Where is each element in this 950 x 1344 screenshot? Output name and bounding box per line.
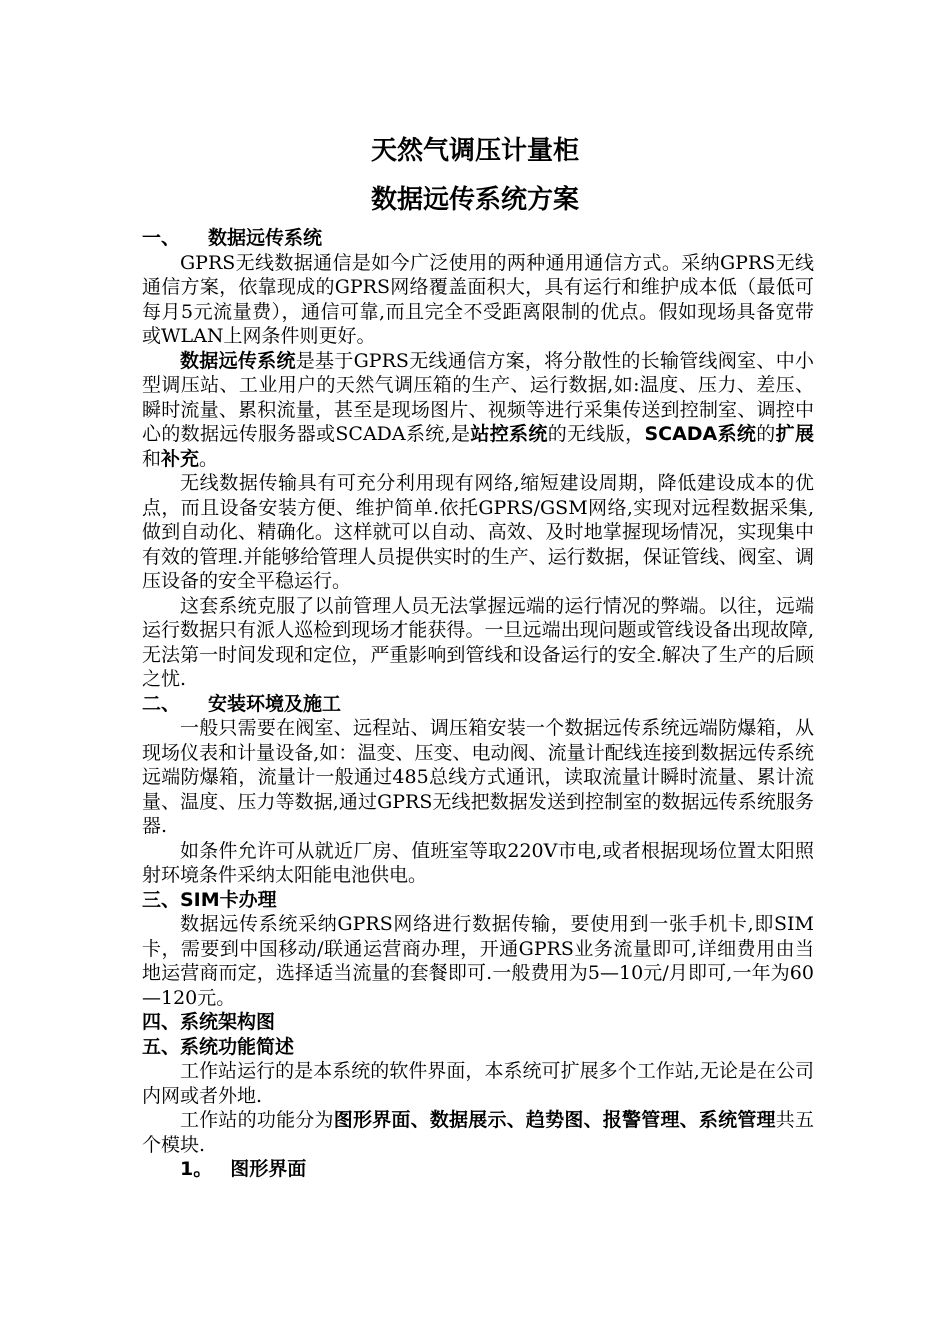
section-1-paragraph-2-text-1: 是基于GPRS无线通信方案，将分散性的长输管线阀室、中小型调压站、工业用户的天然气调压箱的生产、运行数据,如:温度、压力、差压、瞬时流量、累积流量，甚至是现场图片、视频等进行采集传送到控制室、调控中心的数据远传服务器或SCADA系统,是: [142, 349, 814, 445]
section-1-paragraph-2-text-5: 。: [199, 447, 219, 470]
document-title-line-1: 天然气调压计量柜: [370, 136, 579, 166]
emphasis-extension: 扩展: [775, 423, 814, 445]
section-1-paragraph-3: 无线数据传输具有可充分利用现有网络,缩短建设周期，降低建设成本的优点，而且设备安装方便、维护简单.依托GPRS/GSM网络,实现对远程数据采集,做到自动化、精确化。这样就可以自动、高效、及时地掌握现场情况，实现集中有效的管理.并能够给管理人员提供实时的生产、运行数据，保证管线、阀室、调压设备的安全平稳运行。: [142, 472, 814, 592]
section-2-number: 二、: [142, 692, 181, 715]
section-3-paragraph-1: 数据远传系统采纳GPRS网络进行数据传输，要使用到一张手机卡,即SIM卡，需要到中国移动/联通运营商办理，开通GPRS业务流量即可,详细费用由当地运营商而定，选择适当流量的套餐即可.一般费用为5—10元/月即可,一年为60—120元。: [142, 913, 814, 1009]
emphasis-data-remote-system: 数据远传系统: [180, 349, 296, 372]
section-1-paragraph-2-text-2: 的无线版，: [547, 423, 645, 445]
section-1-title: 数据远传系统: [208, 227, 323, 249]
section-1-heading: [142, 226, 814, 251]
section-3-heading: 三、SIM卡办理: [142, 888, 277, 911]
section-1-paragraph-2: [142, 349, 814, 472]
emphasis-scada-system: SCADA系统: [644, 423, 757, 445]
section-1-paragraph-4: 这套系统克服了以前管理人员无法掌握远端的运行情况的弊端。以往，远端运行数据只有派人巡检到现场才能获得。一旦远端出现问题或管线设备出现故障,无法第一时间发现和定位，严重影响到管线和设备运行的安全.解决了生产的后顾之忧.: [142, 594, 814, 690]
subsection-1-heading: [142, 1157, 814, 1182]
section-1-paragraph-2-text-3: 的: [756, 423, 776, 445]
section-2-paragraph-2: 如条件允许可从就近厂房、值班室等取220V市电,或者根据现场位置太阳照射环境条件采纳太阳能电池供电。: [142, 839, 814, 886]
section-5-heading: 五、系统功能简述: [142, 1035, 295, 1058]
emphasis-supplement: 补充: [161, 447, 200, 470]
section-5-paragraph-1: 工作站运行的是本系统的软件界面，本系统可扩展多个工作站,无论是在公司内网或者外地.: [142, 1060, 814, 1107]
emphasis-five-modules: 图形界面、数据展示、趋势图、报警管理、系统管理: [333, 1109, 776, 1131]
section-5-paragraph-2: [142, 1108, 814, 1157]
document-body: [142, 226, 814, 1182]
section-1-paragraph-2-text-4: 和: [142, 447, 162, 470]
section-1-number: 一、: [142, 227, 181, 249]
section-5-paragraph-2-text-1: 工作站的功能分为: [180, 1109, 334, 1131]
section-2-paragraph-1: 一般只需要在阀室、远程站、调压箱安装一个数据远传系统远端防爆箱，从现场仪表和计量设备,如：温变、压变、电动阀、流量计配线连接到数据远传系统远端防爆箱，流量计一般通过485总线方式通讯，读取流量计瞬时流量、累计流量、温度、压力等数据,通过GPRS无线把数据发送到控制室的数据远传系统服务器.: [142, 717, 814, 837]
section-1-paragraph-1: GPRS无线数据通信是如今广泛使用的两种通用通信方式。采纳GPRS无线通信方案，依靠现成的GPRS网络覆盖面积大，具有运行和维护成本低（最低可每月5元流量费），通信可靠,而且完全不受距离限制的优点。假如现场具备宽带或WLAN上网条件则更好。: [142, 251, 814, 347]
document-title-line-2: 数据远传系统方案: [370, 185, 579, 215]
section-4-heading: 四、系统架构图: [142, 1011, 276, 1033]
subsection-1-title: 图形界面: [230, 1158, 307, 1180]
section-2-title: 安装环境及施工: [208, 692, 342, 715]
subsection-1-number: 1。: [180, 1158, 213, 1180]
section-2-heading: [142, 692, 814, 717]
emphasis-station-control-system: 站控系统: [470, 423, 548, 445]
section-5-paragraph-2-text-2: 共五个模块.: [142, 1109, 814, 1156]
